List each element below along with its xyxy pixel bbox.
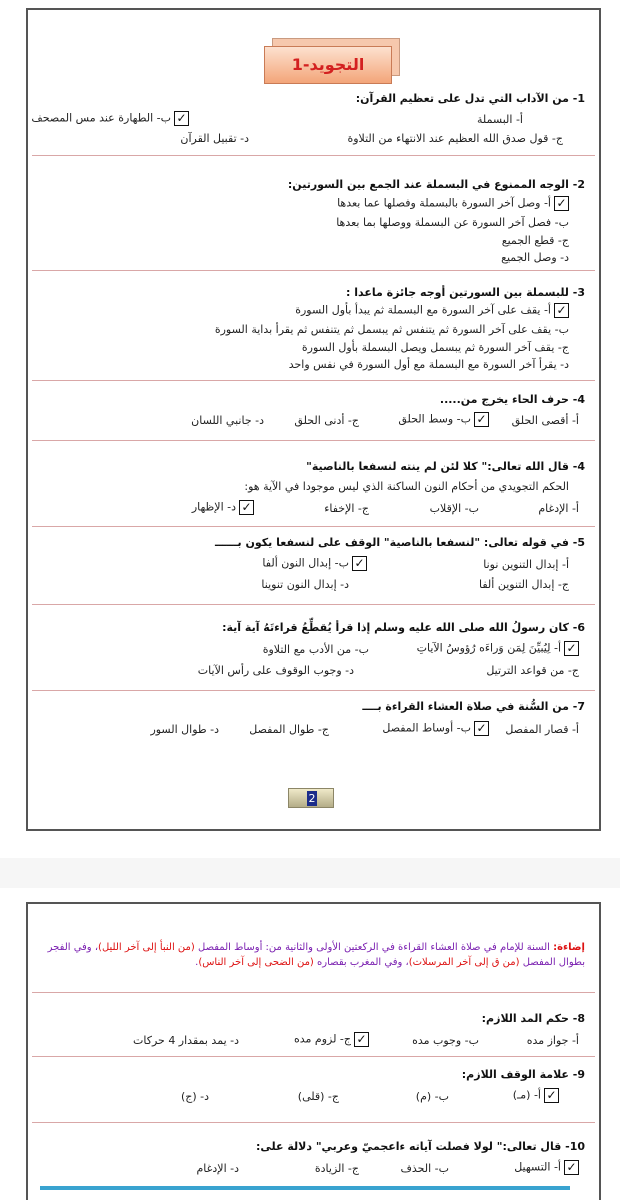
check-icon: ✓ xyxy=(474,412,489,427)
check-icon: ✓ xyxy=(554,196,569,211)
worksheet-page-2 xyxy=(26,902,601,1200)
note-highlight-2: (من ق إلى آخر المرسلات) xyxy=(408,957,520,968)
q3-option-c: ج- يقف آخر السورة ثم يبسمل ويصل البسملة بأول السورة xyxy=(301,341,569,354)
question-5: 5- في قوله تعالى: "لنسفعا بالناصية" الوقف على لنسفعا يكون بــــــ xyxy=(214,536,585,549)
q3-option-a[interactable] xyxy=(295,303,569,318)
q5-option-d: د- إبدال النون تنوينا xyxy=(261,578,349,591)
check-icon: ✓ xyxy=(554,303,569,318)
question-2: 2- الوجه الممنوع في البسملة عند الجمع بين السورتين: xyxy=(287,178,585,191)
divider xyxy=(32,1122,595,1123)
check-icon: ✓ xyxy=(564,641,579,656)
q8-option-c-label: ج- لزوم مده xyxy=(293,1032,351,1046)
check-icon: ✓ xyxy=(564,1160,579,1175)
q6-option-a[interactable] xyxy=(417,641,579,656)
q9-option-a[interactable] xyxy=(513,1088,559,1103)
q8-option-d: د- يمد بمقدار 4 حركات xyxy=(133,1034,239,1047)
divider xyxy=(32,604,595,605)
check-icon: ✓ xyxy=(352,556,367,571)
q4b-option-d[interactable] xyxy=(192,500,254,515)
q3-option-d: د- يقرأ آخر السورة مع البسملة مع أول السورة في نفس واحد xyxy=(288,358,569,371)
note-label: إضاءة: xyxy=(553,942,585,953)
q10-option-a[interactable] xyxy=(514,1160,579,1175)
q2-option-a[interactable] xyxy=(337,196,569,211)
q10-option-d: د- الإدغام xyxy=(196,1162,239,1175)
q4-option-b[interactable] xyxy=(398,412,489,427)
question-1: 1- من الآداب التي تدل على تعظيم القرآن: xyxy=(355,92,585,105)
divider xyxy=(32,380,595,381)
q4b-option-a: أ- الإدغام xyxy=(538,502,579,515)
note-text-2: ، وفي الفجر بطوال المفصل xyxy=(47,942,585,968)
question-7: 7- من السُّنة في صلاة العشاء القراءة بــــ xyxy=(362,700,585,713)
check-icon: ✓ xyxy=(544,1088,559,1103)
page-number-badge xyxy=(288,788,334,808)
note-box xyxy=(40,940,585,970)
q9-option-d: د- (ج) xyxy=(180,1090,209,1103)
q6-option-d: د- وجوب الوقوف على رأس الآيات xyxy=(197,664,354,677)
q4b-stem: الحكم التجويدي من أحكام النون الساكنة الذي ليس موجودا في الآية هو: xyxy=(244,480,569,493)
q6-option-a-label: أ- لِيُبيِّنَ لِمَن وَراءَه رُؤوسُ الآياتِ xyxy=(416,641,561,655)
q4b-option-c: ج- الإخفاء xyxy=(324,502,369,515)
q5-option-b[interactable] xyxy=(262,556,367,571)
q9-option-c: ج- (قلى) xyxy=(297,1090,339,1103)
divider xyxy=(32,690,595,691)
q4b-option-d-label: د- الإظهار xyxy=(191,500,236,514)
q2-option-b: ب- فصل آخر السورة عن البسملة ووصلها بما بعدها xyxy=(336,216,569,229)
check-icon: ✓ xyxy=(239,500,254,515)
divider xyxy=(32,992,595,993)
q9-option-b: ب- (م) xyxy=(415,1090,449,1103)
note-text-4: . xyxy=(195,957,199,968)
q2-option-d: د- وصل الجميع xyxy=(501,251,569,264)
q4-option-a: أ- أقصى الحلق xyxy=(511,414,579,427)
q5-option-a: أ- إبدال التنوين نونا xyxy=(483,558,569,571)
divider xyxy=(32,155,595,156)
q7-option-b-label: ب- أوساط المفصل xyxy=(382,721,471,735)
q8-option-c[interactable] xyxy=(294,1032,369,1047)
question-6: 6- كان رسولُ الله صلى الله عليه وسلم إذا قرأ يُقطِّعُ قراءتَهُ آية آية: xyxy=(222,621,585,634)
q9-option-a-label: أ- (مـ) xyxy=(512,1088,541,1102)
divider xyxy=(32,440,595,441)
question-4b: 4- قال الله تعالى:" كلا لئن لم ينته لنسفعا بالناصية" xyxy=(306,460,585,473)
note-text-3: ، وفي المغرب بقصاره xyxy=(317,957,409,968)
q1-option-c: ج- قول صدق الله العظيم عند الانتهاء من التلاوة xyxy=(347,132,563,145)
question-8: 8- حكم المد اللازم: xyxy=(481,1012,585,1025)
q6-option-c: ج- من قواعد الترتيل xyxy=(486,664,579,677)
q1-option-b-label: ب- الطهارة عند مس المصحف xyxy=(31,111,171,125)
q4-option-c: ج- أدنى الحلق xyxy=(294,414,359,427)
q8-option-b: ب- وجوب مده xyxy=(412,1034,479,1047)
check-icon: ✓ xyxy=(474,721,489,736)
note-highlight-3: (من الضحى إلى آخر الناس) xyxy=(198,957,314,968)
question-9: 9- علامة الوقف اللازم: xyxy=(461,1068,585,1081)
divider xyxy=(32,1056,595,1057)
q6-option-b: ب- من الأدب مع التلاوة xyxy=(262,643,369,656)
page-gap xyxy=(0,858,620,888)
q7-option-a: أ- قصار المفصل xyxy=(505,723,579,736)
q2-option-a-label: أ- وصل آخر السورة بالبسملة وفصلها عما بعدها xyxy=(337,196,551,210)
q1-option-a: أ- البسملة xyxy=(477,113,523,126)
q7-option-d: د- طوال السور xyxy=(150,723,219,736)
q4b-option-b: ب- الإقلاب xyxy=(429,502,479,515)
worksheet-page-1 xyxy=(26,8,601,831)
check-icon: ✓ xyxy=(354,1032,369,1047)
question-4: 4- حرف الحاء يخرج من..... xyxy=(439,393,585,406)
q7-option-c: ج- طوال المفصل xyxy=(249,723,329,736)
q1-option-b[interactable] xyxy=(31,111,189,126)
note-highlight-1: (من النبأ إلى آخر الليل) xyxy=(98,942,195,953)
q3-option-a-label: أ- يقف على آخر السورة مع البسملة ثم يبدأ بأول السورة xyxy=(295,303,551,317)
q7-option-b[interactable] xyxy=(382,721,489,736)
divider xyxy=(32,270,595,271)
check-icon: ✓ xyxy=(174,111,189,126)
q10-option-c: ج- الزيادة xyxy=(314,1162,359,1175)
q8-option-a: أ- جواز مده xyxy=(526,1034,579,1047)
page-number: 2 xyxy=(308,792,316,805)
divider xyxy=(32,526,595,527)
section-title: 1-التجويد xyxy=(264,46,392,84)
q4-option-d: د- جانبي اللسان xyxy=(191,414,264,427)
q10-option-a-label: أ- التسهيل xyxy=(514,1160,561,1174)
q5-option-b-label: ب- إبدال النون ألفا xyxy=(262,556,349,570)
q4-option-b-label: ب- وسط الحلق xyxy=(398,412,471,426)
question-10: 10- قال تعالى:" لولا فصلت آياته ءاعجميّ وعربي" دلالة على: xyxy=(255,1140,585,1153)
q10-option-b: ب- الحذف xyxy=(400,1162,449,1175)
q5-option-c: ج- إبدال التنوين ألفا xyxy=(479,578,569,591)
q2-option-c: ج- قطع الجميع xyxy=(501,234,569,247)
note-text-1: السنة للإمام في صلاة العشاء القراءة في الركعتين الأولى والثانية من: أوساط المفصل xyxy=(198,942,550,953)
q1-option-d: د- تقبيل القرآن xyxy=(180,132,249,145)
question-3: 3- للبسملة بين السورتين أوجه جائزة ماعدا : xyxy=(346,286,585,299)
q3-option-b: ب- يقف على آخر السورة ثم يتنفس ثم يبسمل ثم يتنفس ثم يقرأ بداية السورة xyxy=(214,323,569,336)
bottom-bar xyxy=(40,1186,570,1190)
